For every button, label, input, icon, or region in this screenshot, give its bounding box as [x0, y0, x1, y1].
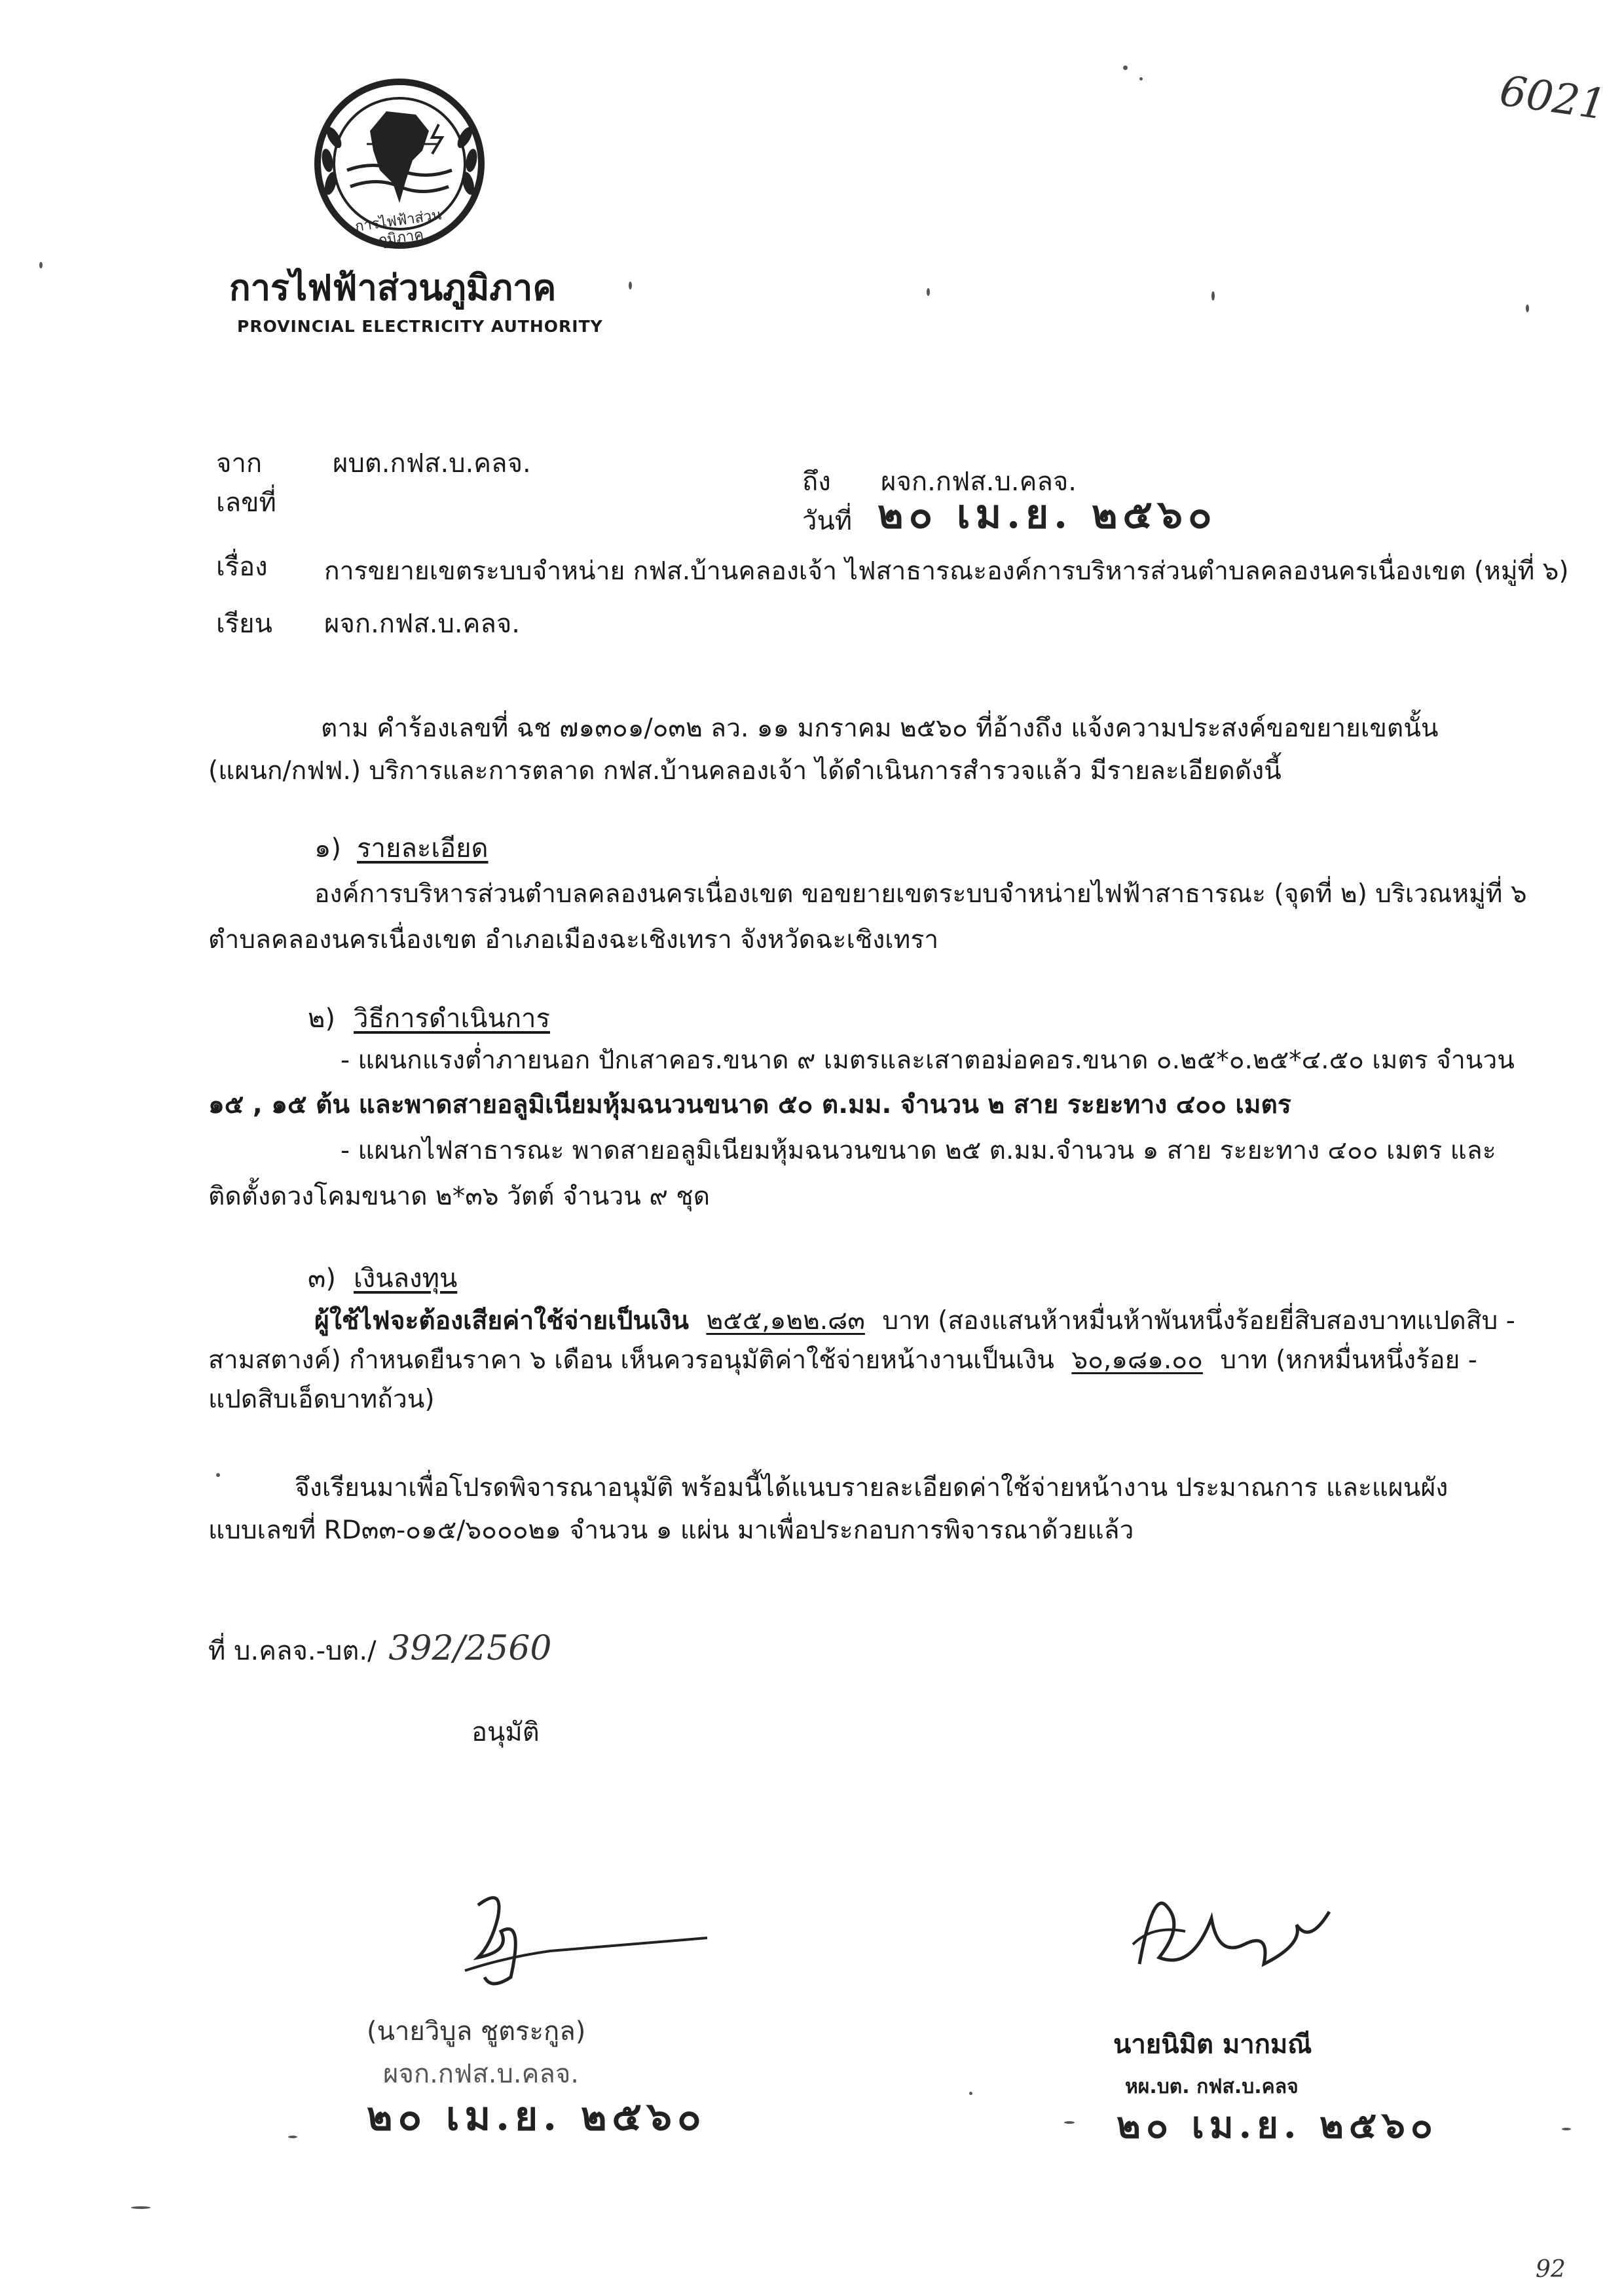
section-2-number: ๒)	[308, 1004, 335, 1034]
section-3-line-2	[208, 1342, 1477, 1379]
pea-emblem-icon	[308, 65, 491, 262]
org-name-thai: การไฟฟ้าส่วนภูมิภาค	[229, 267, 557, 308]
left-signer-name: (นายวิบูล ชูตระกูล)	[367, 2016, 586, 2047]
reference-number	[208, 1630, 551, 1669]
scan-speck	[216, 1473, 220, 1477]
intro-line-2: (แผนก/กฟฟ.) บริการและการตลาด กฟส.บ้านคลองเจ้า ได้ดำเนินการสำรวจแล้ว มีรายละเอียดดังนี้	[208, 756, 1282, 786]
left-date-stamp: ๒๐ เม.ย. ๒๕๖๐	[367, 2094, 707, 2140]
dear-label: เรียน	[216, 609, 272, 639]
approve-label: อนุมัติ	[471, 1717, 540, 1747]
section-3-line-1	[314, 1303, 1515, 1339]
section-2-line-4: ติดตั้งดวงโคมขนาด ๒*๓๖ วัตต์ จำนวน ๙ ชุด	[208, 1182, 710, 1211]
from-value: ผบต.กฟส.บ.คลจ.	[333, 448, 531, 479]
advance-amount-words: บาท (หกหมื่นหนึ่งร้อย -	[1220, 1345, 1477, 1375]
scan-speck	[1139, 77, 1143, 81]
emblem-caption: การไฟฟ้าส่วนภูมิภาค	[354, 207, 443, 249]
section-1-line-2: ตำบลคลองนครเนื่องเขต อำเภอเมืองฉะเชิงเทรา จังหวัดฉะเชิงเทรา	[208, 925, 939, 955]
to-value: ผจก.กฟส.บ.คลจ.	[881, 467, 1077, 497]
signature-right-icon	[1113, 1866, 1401, 2003]
number-label: เลขที่	[216, 488, 276, 518]
scan-speck	[629, 282, 632, 289]
scan-speck	[1562, 2128, 1571, 2130]
signature-left-icon	[452, 1879, 714, 2003]
date-label: วันที่	[802, 506, 853, 536]
scan-speck	[1526, 304, 1529, 312]
scan-speck	[39, 262, 43, 268]
from-label: จาก	[216, 448, 263, 479]
cost-amount: ๒๕๕,๑๒๒.๘๓	[706, 1306, 865, 1336]
closing-line-1: จึงเรียนมาเพื่อโปรดพิจารณาอนุมัติ พร้อมนี้ได้แนบรายละเอียดค่าใช้จ่ายหน้างาน ประมาณการ และแผนผัง	[295, 1473, 1449, 1503]
closing-line-2: แบบเลขที่ RD๓๓-๐๑๕/๖๐๐๐๒๑ จำนวน ๑ แผ่น มาเพื่อประกอบการพิจารณาด้วยแล้ว	[208, 1516, 1134, 1545]
right-signer-position: หผ.บต. กฟส.บ.คลจ	[1125, 2075, 1299, 2098]
section-1-title: รายละเอียด	[357, 833, 489, 864]
scan-speck	[131, 2206, 151, 2209]
scan-speck	[1211, 291, 1215, 301]
section-3-line-3: แปดสิบเอ็ดบาทถ้วน)	[208, 1385, 435, 1414]
section-3-title: เงินลงทุน	[354, 1264, 458, 1294]
reference-handwritten: 392/2560	[388, 1629, 552, 1668]
section-2-line-3: - แผนกไฟสาธารณะ พาดสายอลูมิเนียมหุ้มฉนวนขนาด ๒๕ ต.มม.จำนวน ๑ สาย ระยะทาง ๔๐๐ เมตร และ	[341, 1136, 1496, 1165]
advance-amount: ๖๐,๑๘๑.๐๐	[1071, 1345, 1203, 1375]
scan-speck	[1064, 2121, 1075, 2124]
page-mark: 92	[1536, 2256, 1566, 2283]
subject-label: เรื่อง	[216, 552, 268, 582]
section-1-line-1: องค์การบริหารส่วนตำบลคลองนครเนื่องเขต ขอขยายเขตระบบจำหน่ายไฟฟ้าสาธารณะ (จุดที่ ๒) บริเวณหมู่ที่ ๖	[314, 879, 1527, 909]
validity-text: สามสตางค์) กำหนดยืนราคา ๖ เดือน เห็นควรอนุมัติค่าใช้จ่ายหน้างานเป็นเงิน	[208, 1345, 1054, 1375]
scan-speck	[288, 2136, 297, 2138]
cost-amount-words: บาท (สองแสนห้าหมื่นห้าพันหนึ่งร้อยยี่สิบสองบาทแปดสิบ -	[882, 1306, 1515, 1336]
cost-lead-text: ผู้ใช้ไฟจะต้องเสียค่าใช้จ่ายเป็นเงิน	[314, 1306, 690, 1336]
org-name-english: PROVINCIAL ELECTRICITY AUTHORITY	[237, 317, 603, 336]
subject-value: การขยายเขตระบบจำหน่าย กฟส.บ้านคลองเจ้า ไฟสาธารณะองค์การบริหารส่วนตำบลคลองนครเนื่องเขต (หมู่ที่ ๖)	[324, 556, 1569, 586]
section-2-line-2: ๑๕ , ๑๕ ต้น และพาดสายอลูมิเนียมหุ้มฉนวนขนาด ๕๐ ต.มม. จำนวน ๒ สาย ระยะทาง ๔๐๐ เมตร	[208, 1090, 1291, 1120]
corner-handwritten-note: 6021	[1496, 67, 1610, 130]
reference-prefix: ที่ บ.คลจ.-บต./	[208, 1636, 377, 1666]
section-2-title: วิธีการดำเนินการ	[354, 1004, 550, 1034]
scan-speck	[927, 288, 930, 296]
section-1-number: ๑)	[314, 833, 341, 864]
intro-line-1: ตาม คำร้องเลขที่ ฉช ๗๑๓๐๑/๐๓๒ ลว. ๑๑ มกราคม ๒๕๖๐ ที่อ้างถึง แจ้งความประสงค์ขอขยายเขตนั้น	[321, 714, 1439, 743]
date-stamp: ๒๐ เม.ย. ๒๕๖๐	[877, 492, 1217, 538]
left-signer-position: ผจก.กฟส.บ.คลจ.	[383, 2059, 580, 2089]
section-2-line-1: - แผนกแรงต่ำภายนอก ปักเสาคอร.ขนาด ๙ เมตรและเสาตอม่อคอร.ขนาด ๐.๒๕*๐.๒๕*๔.๕๐ เมตร จำนวน	[341, 1046, 1515, 1075]
section-3-number: ๓)	[308, 1264, 336, 1294]
dear-value: ผจก.กฟส.บ.คลจ.	[324, 609, 521, 639]
scan-speck	[969, 2092, 972, 2095]
scan-speck	[1123, 65, 1128, 70]
right-date-stamp: ๒๐ เม.ย. ๒๕๖๐	[1116, 2104, 1438, 2147]
right-signer-name: นายนิมิต มากมณี	[1113, 2030, 1312, 2060]
to-label: ถึง	[802, 467, 831, 497]
